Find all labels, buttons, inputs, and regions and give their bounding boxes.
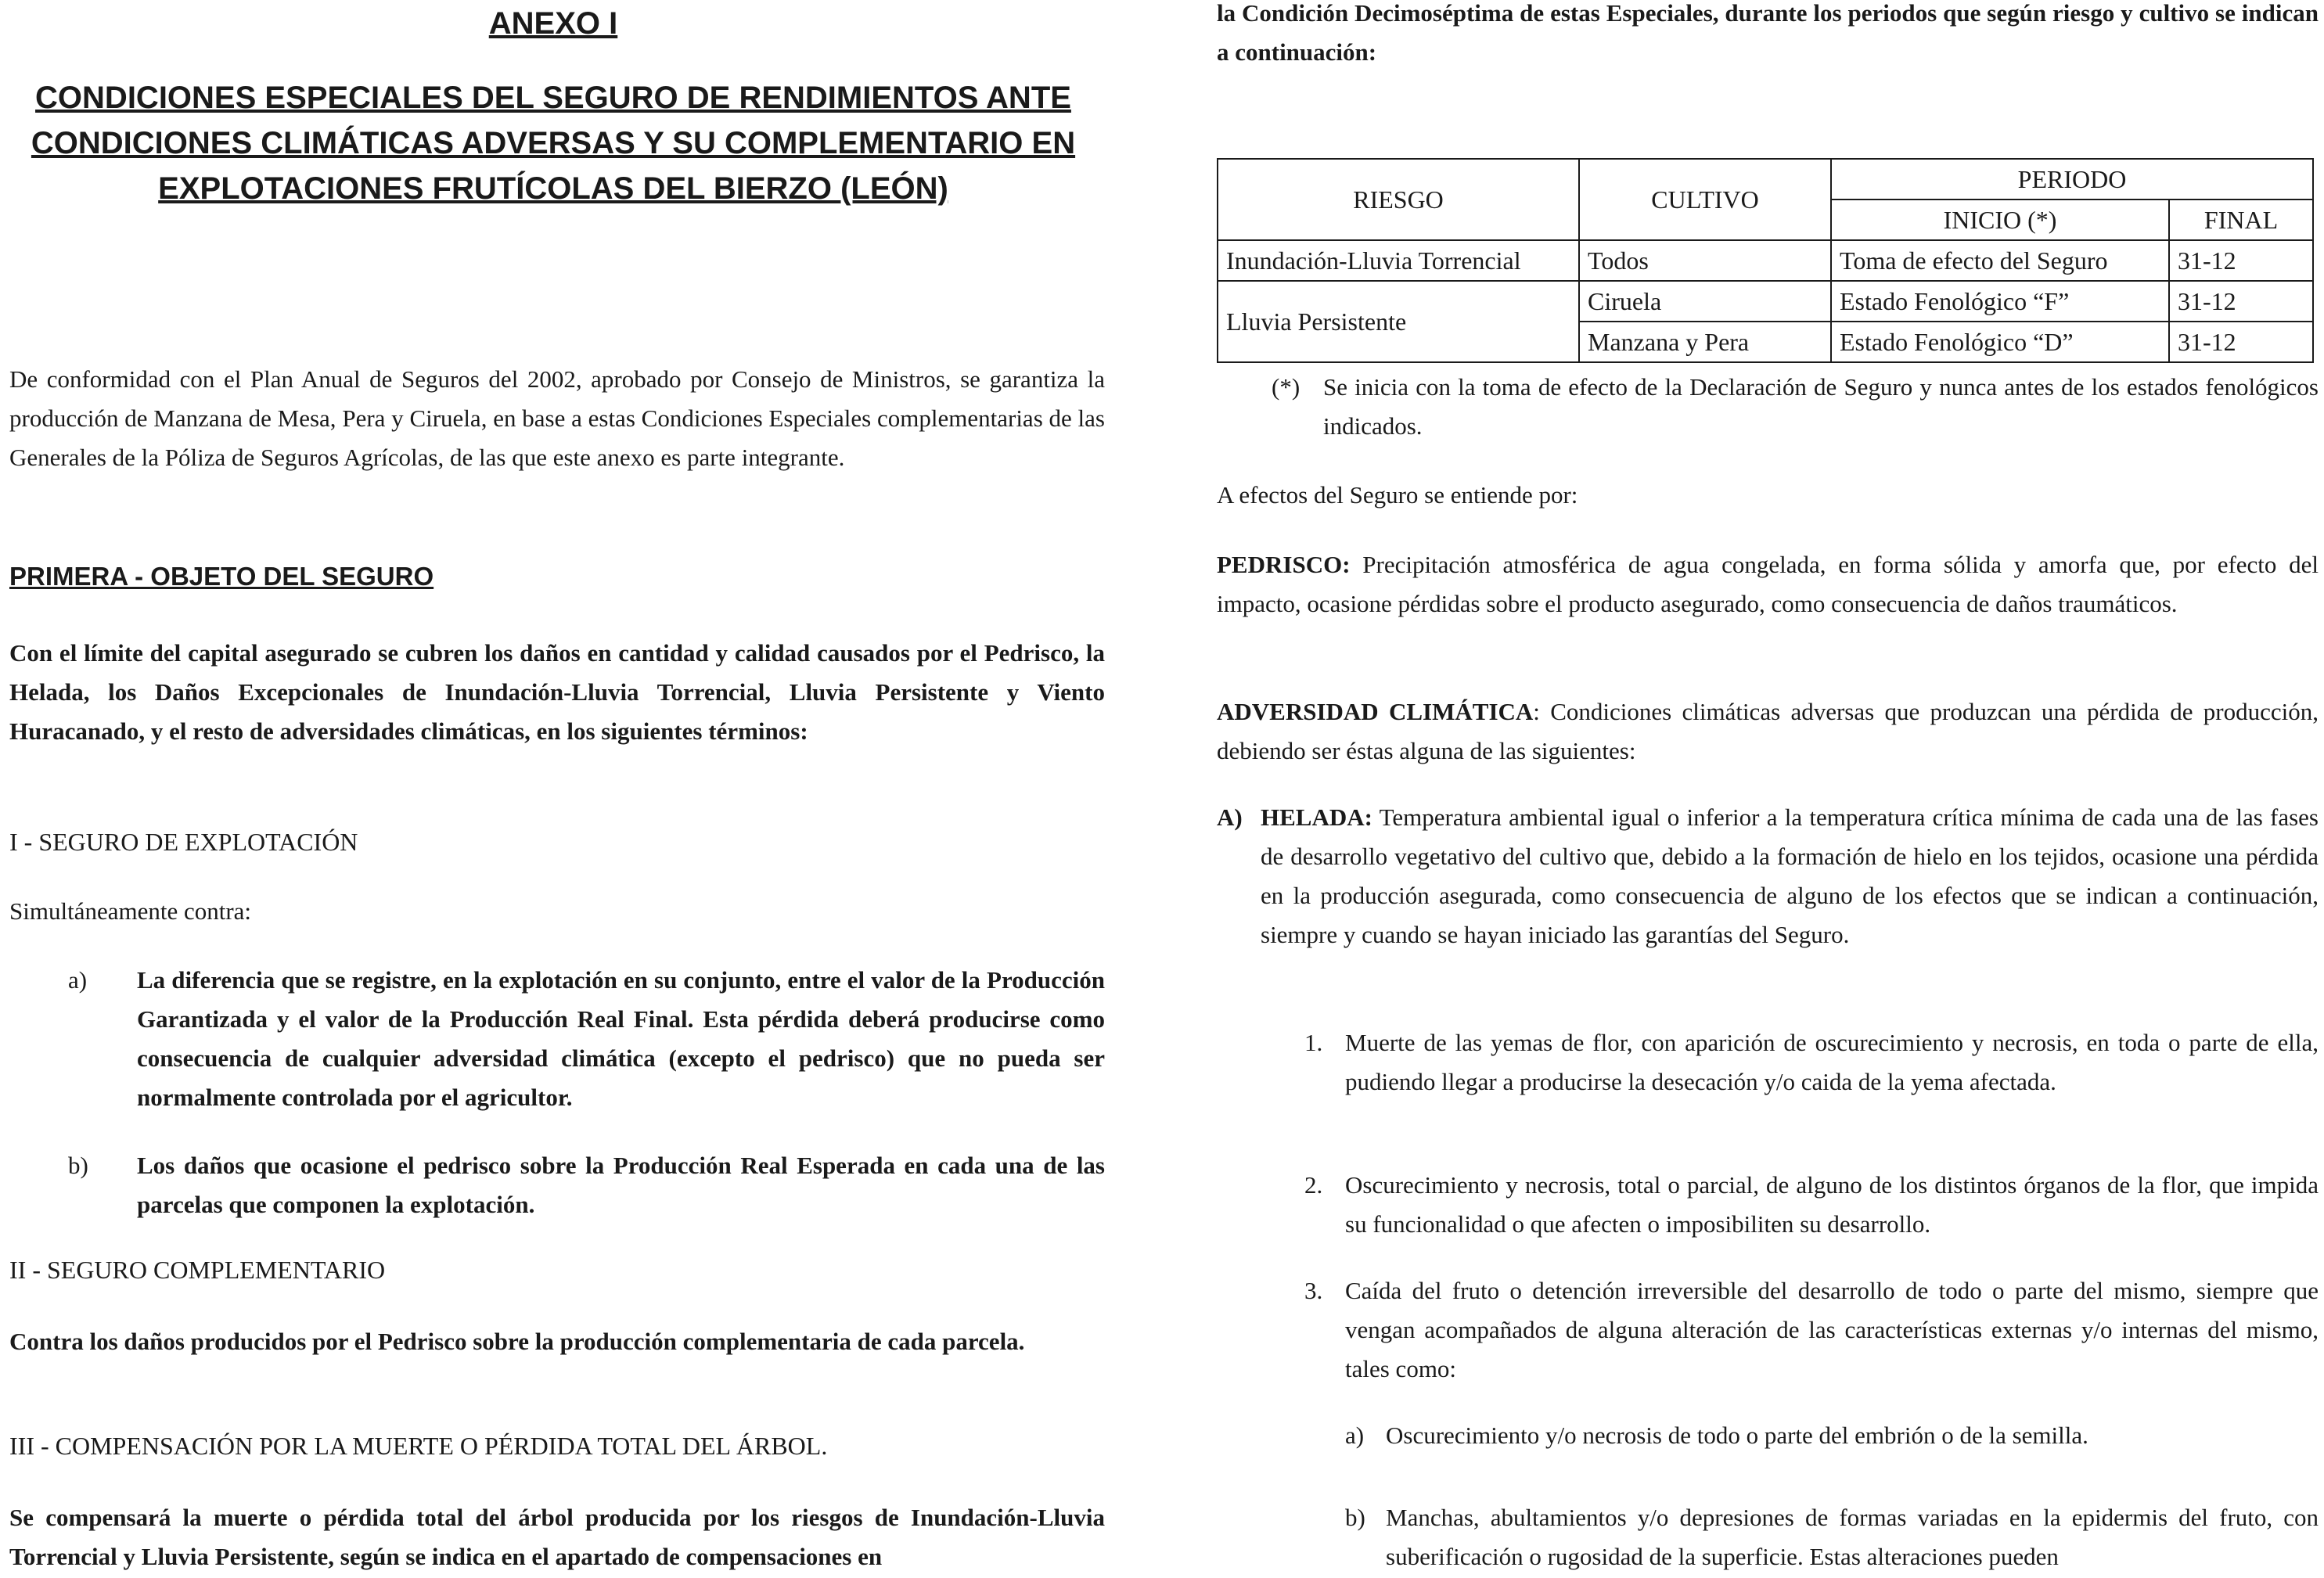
helada-body <box>1261 798 2319 954</box>
row3-inicio: Estado Fenológico “D” <box>1831 322 2169 362</box>
list-item-b-label: b) <box>68 1152 88 1179</box>
section-ii-paragraph: Contra los daños producidos por el Pedrisco sobre la producción complementaria de cada parcela. <box>9 1328 1025 1355</box>
adversidad-paragraph <box>1217 692 2319 771</box>
footnote-mark: (*) <box>1272 373 1301 401</box>
table-row <box>1218 240 2313 281</box>
section-iii-heading: III - COMPENSACIÓN POR LA MUERTE O PÉRDIDA TOTAL DEL ÁRBOL. <box>9 1432 828 1460</box>
row2-inicio: Estado Fenológico “F” <box>1831 281 2169 322</box>
header-inicio: INICIO (*) <box>1831 199 2169 240</box>
header-riesgo: RIESGO <box>1218 159 1579 240</box>
header-final: FINAL <box>2169 199 2313 240</box>
adversidad-term: ADVERSIDAD CLIMÁTICA <box>1217 698 1534 725</box>
list-item-a-label: a) <box>68 966 88 994</box>
helada-label: A) <box>1217 803 1243 831</box>
section-primera-heading: PRIMERA - OBJETO DEL SEGURO <box>9 562 434 591</box>
row3-final: 31-12 <box>2169 322 2313 362</box>
row1-final: 31-12 <box>2169 240 2313 281</box>
section-ii-heading: II - SEGURO COMPLEMENTARIO <box>9 1256 386 1284</box>
list-item-a <box>68 961 1105 1117</box>
sub-item-b-label: b) <box>1345 1504 1365 1531</box>
table-header-row <box>1218 159 2313 199</box>
numbered-item-1-label: 1. <box>1304 1029 1323 1056</box>
numbered-item-1 <box>1304 1023 2319 1102</box>
pedrisco-paragraph <box>1217 545 2319 624</box>
numbered-item-1-text: Muerte de las yemas de flor, con aparición de oscurecimiento y necrosis, en toda o parte de ella, pudiendo llegar a producirse la desecación y/o caida de la yema afectada. <box>1345 1029 2319 1095</box>
numbered-item-3-label: 3. <box>1304 1277 1323 1304</box>
row3-cultivo: Manzana y Pera <box>1579 322 1831 362</box>
sub-item-a-text: Oscurecimiento y/o necrosis de todo o parte del embrión o de la semilla. <box>1386 1422 2088 1449</box>
efectos-text: A efectos del Seguro se entiende por: <box>1217 481 1578 509</box>
numbered-item-2 <box>1304 1166 2319 1244</box>
annex-title: ANEXO I <box>488 6 618 41</box>
pedrisco-text: Precipitación atmosférica de agua congelada, en forma sólida y amorfa que, por efecto del impacto, ocasione pérdidas sobre el producto asegurado, como consecuencia de daños traumáticos. <box>1217 551 2319 617</box>
row1-inicio: Toma de efecto del Seguro <box>1831 240 2169 281</box>
sub-item-b-text: Manchas, abultamientos y/o depresiones de formas variadas en la epidermis del fruto, con suberificación o rugosidad de la superficie. Estas alteraciones pueden <box>1386 1504 2319 1570</box>
table-row <box>1218 281 2313 322</box>
helada-item <box>1217 798 2319 954</box>
row2-final: 31-12 <box>2169 281 2313 322</box>
row1-cultivo: Todos <box>1579 240 1831 281</box>
header-cultivo: CULTIVO <box>1579 159 1831 240</box>
document-title: CONDICIONES ESPECIALES DEL SEGURO DE RENDIMIENTOS ANTE CONDICIONES CLIMÁTICAS ADVERSAS Y SU COMPLEMENTARIO EN EXPLOTACIONES FRUTÍCOLAS DEL BIERZO (LEÓN) <box>31 81 1076 206</box>
row1-riesgo: Inundación-Lluvia Torrencial <box>1218 240 1579 281</box>
numbered-item-3 <box>1304 1271 2319 1389</box>
numbered-item-2-label: 2. <box>1304 1171 1323 1199</box>
adversidad-text: : Condiciones climáticas adversas que produzcan una pérdida de producción, debiendo ser éstas alguna de las siguientes: <box>1217 698 2319 764</box>
table-footnote <box>1272 368 2319 446</box>
list-item-a-text: La diferencia que se registre, en la explotación en su conjunto, entre el valor de la Producción Garantizada y el valor de la Producción Real Final. Esta pérdida deberá producirse como consecuencia de cualquier adversidad climática (excepto el pedrisco) que no pueda ser normalmente controlada por el agricultor. <box>137 966 1105 1111</box>
sub-item-a <box>1345 1416 2319 1455</box>
numbered-item-3-text: Caída del fruto o detención irreversible del desarrollo de todo o parte del mismo, siempre que vengan acompañados de alguna alteración de las características externas y/o internas del mismo, tales como: <box>1345 1277 2319 1382</box>
simultaneamente-text: Simultáneamente contra: <box>9 897 252 925</box>
list-item-b-text: Los daños que ocasione el pedrisco sobre la Producción Real Esperada en cada una de las parcelas que componen la explotación. <box>137 1152 1105 1218</box>
row2-cultivo: Ciruela <box>1579 281 1831 322</box>
pedrisco-term: PEDRISCO: <box>1217 551 1351 578</box>
primera-paragraph: Con el límite del capital asegurado se cubren los daños en cantidad y calidad causados por el Pedrisco, la Helada, los Daños Excepcionales de Inundación-Lluvia Torrencial, Lluvia Persistente y Viento Huracanado, y el resto de adversidades climáticas, en los siguientes términos: <box>9 639 1105 745</box>
header-periodo: PERIODO <box>1831 159 2313 199</box>
periods-table <box>1217 158 2314 363</box>
sub-item-a-label: a) <box>1345 1422 1365 1449</box>
numbered-item-2-text: Oscurecimiento y necrosis, total o parcial, de alguno de los distintos órganos de la flor, que impida su funcionalidad o que afecten o imposibiliten su desarrollo. <box>1345 1171 2319 1238</box>
section-i-heading: I - SEGURO DE EXPLOTACIÓN <box>9 828 358 856</box>
row2-riesgo: Lluvia Persistente <box>1218 281 1579 362</box>
footnote-text: Se inicia con la toma de efecto de la Declaración de Seguro y nunca antes de los estados fenológicos indicados. <box>1323 373 2319 440</box>
list-item-b <box>68 1146 1105 1224</box>
continuation-paragraph: la Condición Decimoséptima de estas Especiales, durante los periodos que según riesgo y cultivo se indican a continuación: <box>1217 0 2319 66</box>
helada-term: HELADA: <box>1261 803 1372 831</box>
intro-paragraph: De conformidad con el Plan Anual de Seguros del 2002, aprobado por Consejo de Ministros, se garantiza la producción de Manzana de Mesa, Pera y Ciruela, en base a estas Condiciones Especiales complementarias de las Generales de la Póliza de Seguros Agrícolas, de las que este anexo es parte integrante. <box>9 365 1105 471</box>
helada-text: Temperatura ambiental igual o inferior a la temperatura crítica mínima de cada una de las fases de desarrollo vegetativo del cultivo que, debido a la formación de hielo en los tejidos, ocasione una pérdida en la producción asegurada, como consecuencia de alguno de los efectos que se indican a continuación, siempre y cuando se hayan iniciado las garantías del Seguro. <box>1261 803 2319 948</box>
section-iii-paragraph: Se compensará la muerte o pérdida total del árbol producida por los riesgos de Inundación-Lluvia Torrencial y Lluvia Persistente, según se indica en el apartado de compensaciones en <box>9 1504 1105 1570</box>
sub-item-b <box>1345 1498 2319 1576</box>
